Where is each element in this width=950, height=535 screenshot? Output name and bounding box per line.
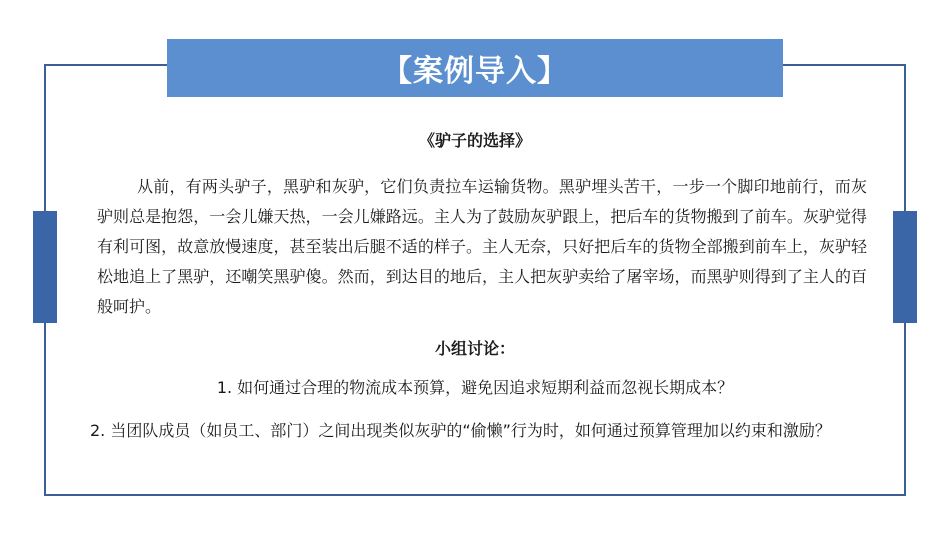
slide-title: 【案例导入】 [382,54,568,89]
discussion-heading: 小组讨论： [434,339,515,358]
story-paragraph: 从前，有两头驴子，黑驴和灰驴，它们负责拉车运输货物。黑驴埋头苦干，一步一个脚印地前行，而灰驴则总是抱怨，一会儿嫌天热，一会儿嫌路远。主人为了鼓励灰驴跟上，把后车的货物搬到了前车。灰驴觉得有利可图，故意放慢速度，甚至装出后腿不适的样子。主人无奈，只好把后车的货物全部搬到前车上，灰驴轻松地追上了黑驴，还嘲笑黑驴傻。然而，到达目的地后，主人把灰驴卖给了屠宰场，而黑驴则得到了主人的百般呵护。 [97,177,867,316]
story-title: 《驴子的选择》 [418,131,531,150]
discussion-question-1: 1. 如何通过合理的物流成本预算，避免因追求短期利益而忽视长期成本？ [216,378,734,397]
discussion-question-2: 2. 当团队成员（如员工、部门）之间出现类似灰驴的“偷懒”行为时，如何通过预算管理加以约束和激励？ [90,421,831,440]
